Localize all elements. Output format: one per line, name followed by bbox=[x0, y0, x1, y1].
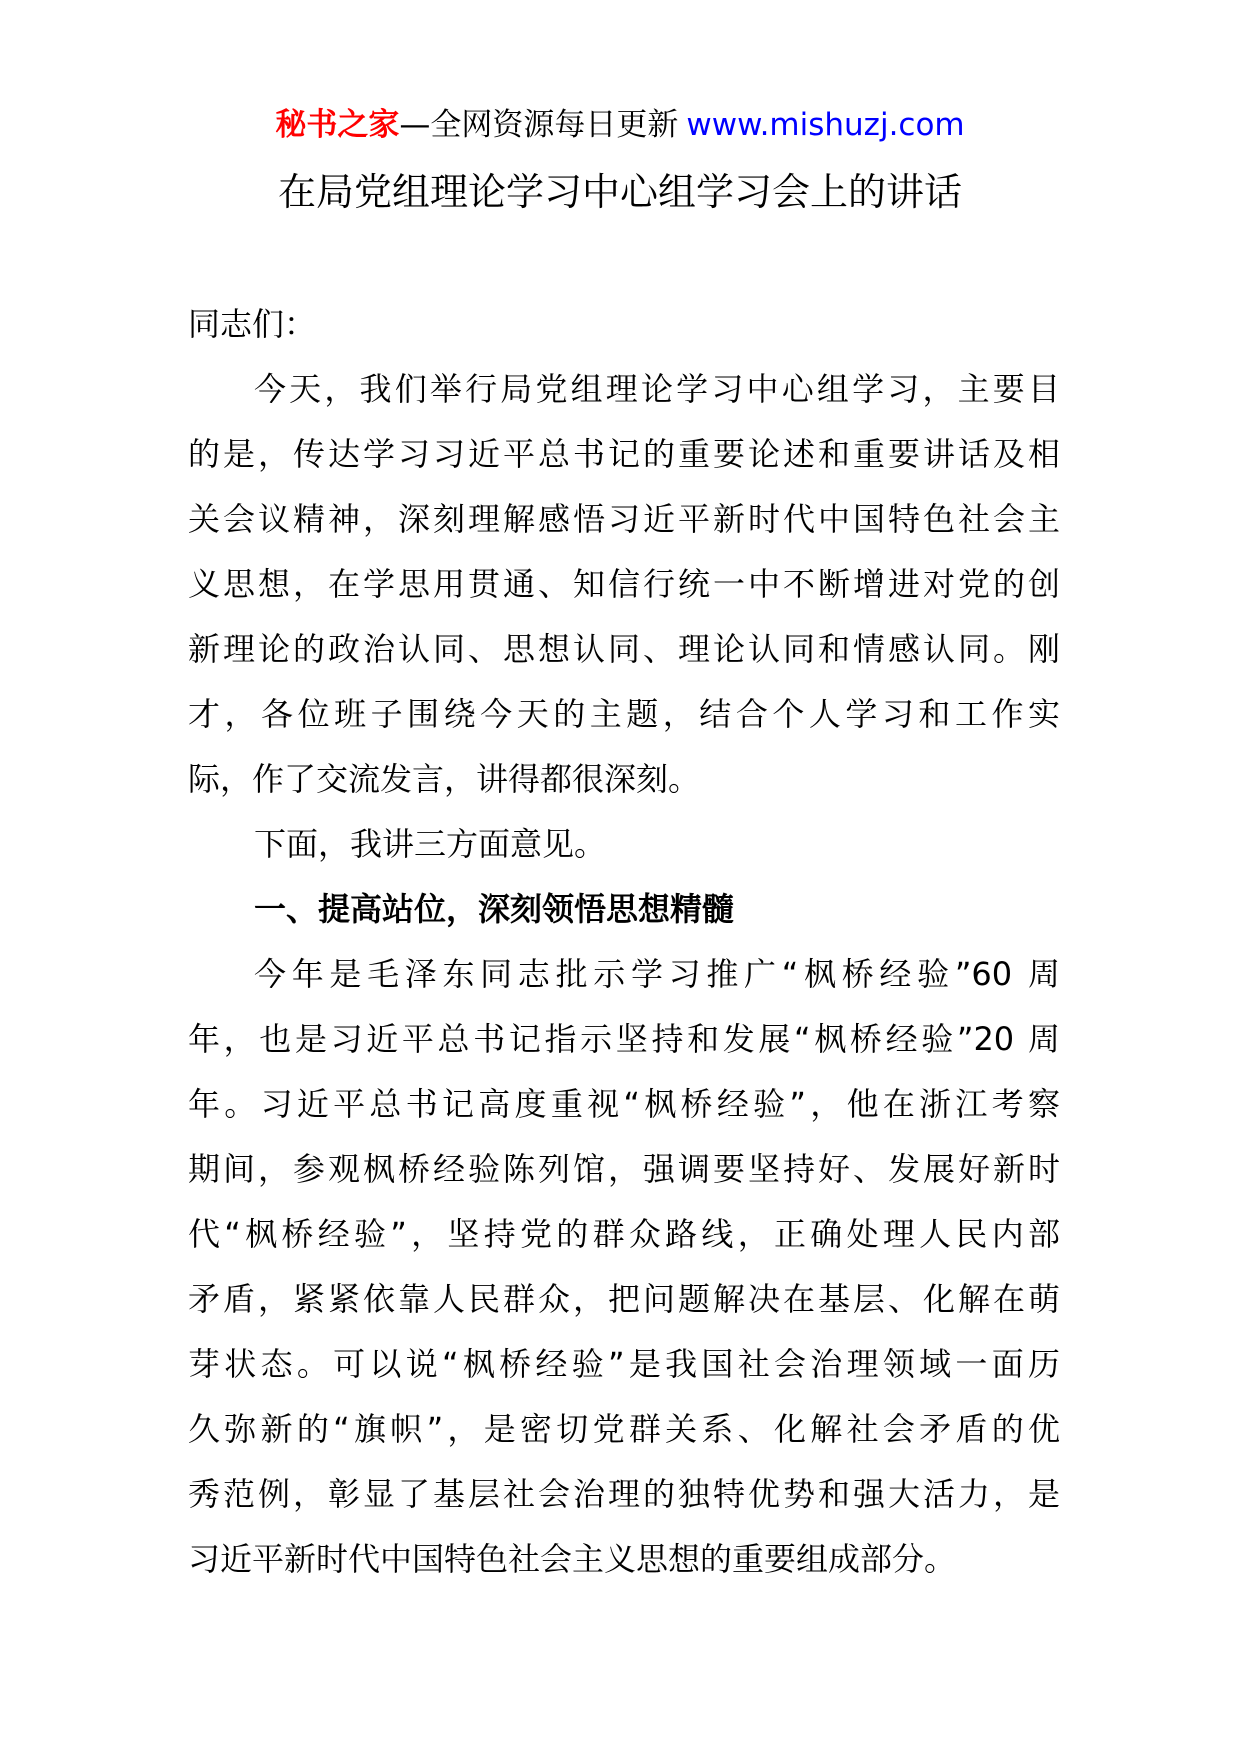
paragraph-line: 的是，传达学习习近平总书记的重要论述和重要讲话及相 bbox=[188, 435, 1060, 473]
paragraph-line: 才，各位班子围绕今天的主题，结合个人学习和工作实 bbox=[188, 695, 1060, 733]
paragraph-line: 代“枫桥经验”，坚持党的群众路线，正确处理人民内部 bbox=[188, 1215, 1060, 1253]
document-title: 在局党组理论学习中心组学习会上的讲话 bbox=[277, 170, 962, 214]
paragraph-line: 久弥新的“旗帜”，是密切党群关系、化解社会矛盾的优 bbox=[188, 1410, 1060, 1448]
paragraph-line: 习近平新时代中国特色社会主义思想的重要组成部分。 bbox=[188, 1540, 957, 1578]
paragraph-line: 矛盾，紧紧依靠人民群众，把问题解决在基层、化解在萌 bbox=[188, 1280, 1060, 1318]
section-heading: 一、提高站位，深刻领悟思想精髓 bbox=[254, 890, 735, 928]
paragraph-line: 下面，我讲三方面意见。 bbox=[254, 825, 607, 863]
paragraph-line: 芽状态。可以说“枫桥经验”是我国社会治理领域一面历 bbox=[188, 1345, 1060, 1383]
site-url-link[interactable]: www.mishuzj.com bbox=[686, 107, 965, 143]
document-body bbox=[188, 292, 1060, 1592]
salutation: 同志们： bbox=[188, 305, 317, 343]
header-slogan: —全网资源每日更新 bbox=[399, 107, 679, 143]
paragraph-line: 秀范例，彰显了基层社会治理的独特优势和强大活力，是 bbox=[188, 1475, 1060, 1513]
paragraph-line: 期间，参观枫桥经验陈列馆，强调要坚持好、发展好新时 bbox=[188, 1150, 1060, 1188]
brand-name: 秘书之家 bbox=[275, 107, 400, 143]
paragraph-line: 际，作了交流发言，讲得都很深刻。 bbox=[188, 760, 701, 798]
paragraph-line: 新理论的政治认同、思想认同、理论认同和情感认同。刚 bbox=[188, 630, 1060, 668]
paragraph-line: 年。习近平总书记高度重视“枫桥经验”，他在浙江考察 bbox=[188, 1085, 1060, 1123]
paragraph-line: 关会议精神，深刻理解感悟习近平新时代中国特色社会主 bbox=[188, 500, 1060, 538]
paragraph-line: 今年是毛泽东同志批示学习推广“枫桥经验”60 周 bbox=[254, 955, 1060, 993]
paragraph-line: 年，也是习近平总书记指示坚持和发展“枫桥经验”20 周 bbox=[188, 1020, 1060, 1058]
paragraph-line: 今天，我们举行局党组理论学习中心组学习，主要目 bbox=[254, 370, 1060, 408]
watermark-header bbox=[0, 100, 1240, 150]
paragraph-line: 义思想，在学思用贯通、知信行统一中不断增进对党的创 bbox=[188, 565, 1060, 603]
